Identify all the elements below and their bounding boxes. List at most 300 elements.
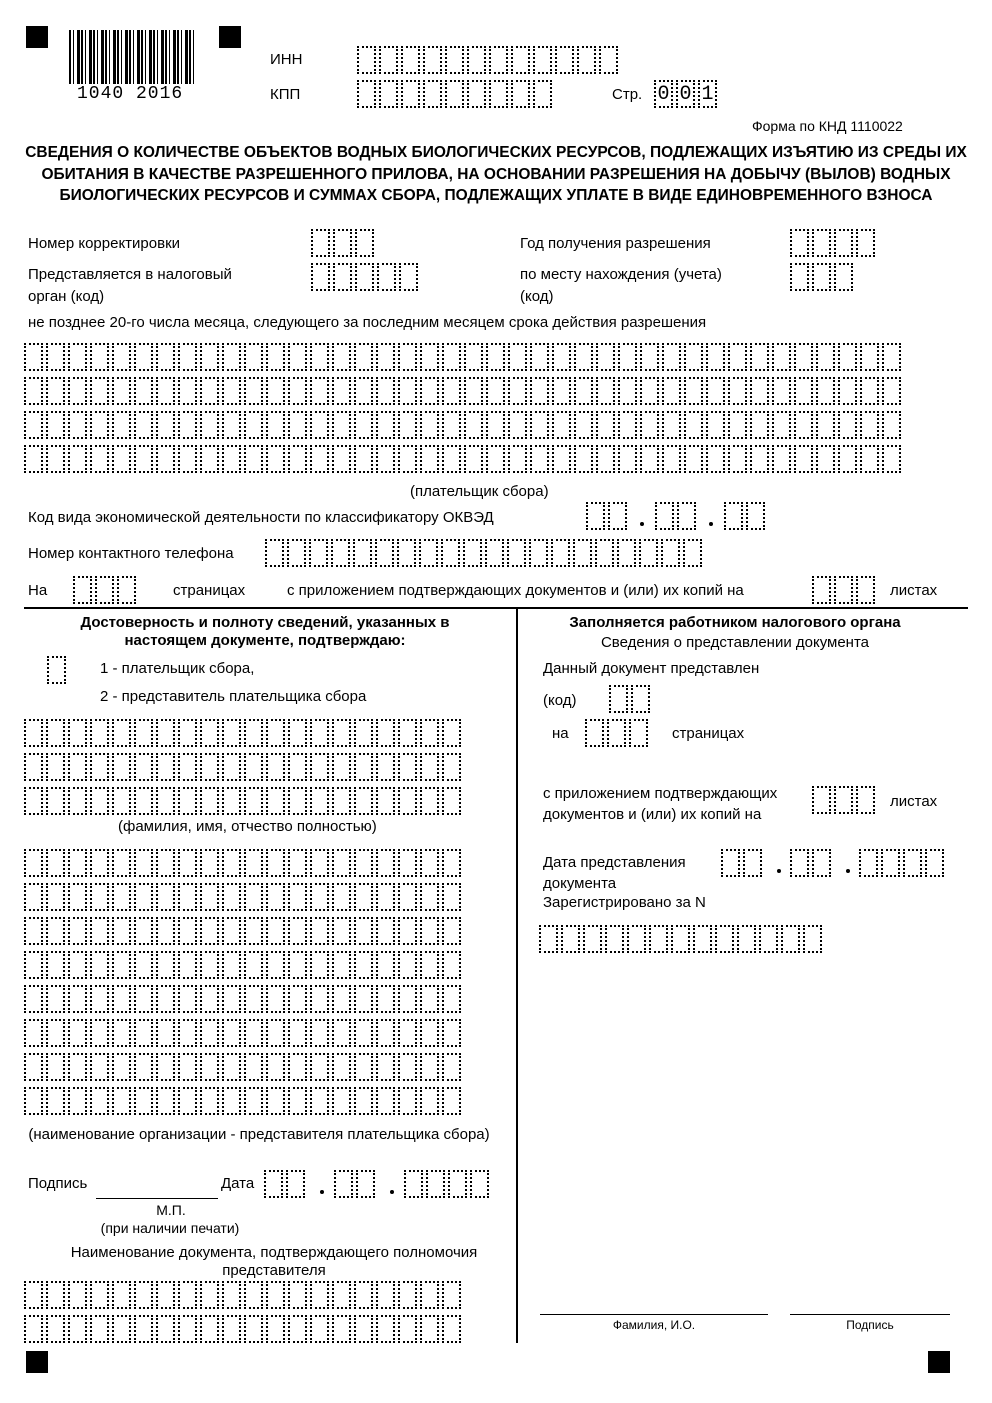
input-cell[interactable] [376,985,395,1013]
input-cell[interactable] [288,787,307,815]
input-cell[interactable] [310,883,329,911]
input-cell[interactable] [790,263,809,291]
input-cell[interactable] [178,343,197,371]
input-cell[interactable] [486,343,505,371]
input-cell[interactable] [24,445,43,473]
input-cell[interactable] [200,1053,219,1081]
input-cell[interactable] [398,1315,417,1343]
input-cell[interactable] [812,263,831,291]
input-cell[interactable] [112,787,131,815]
input-cell[interactable] [420,1315,439,1343]
input-cell[interactable] [834,786,853,814]
input-cell[interactable] [288,1315,307,1343]
input-cell[interactable] [333,229,352,257]
input-cell[interactable] [834,229,853,257]
input-cell[interactable] [24,1019,43,1047]
input-cell[interactable] [68,1053,87,1081]
input-cell[interactable] [794,411,813,439]
input-cell[interactable] [530,445,549,473]
input-cell[interactable] [178,377,197,405]
input-cell[interactable] [640,343,659,371]
input-cell[interactable] [728,377,747,405]
input-cell[interactable] [724,502,743,530]
input-cell[interactable] [244,1281,263,1309]
input-cell[interactable] [244,753,263,781]
input-cell[interactable] [486,445,505,473]
input-cell[interactable] [46,753,65,781]
input-cell[interactable] [772,411,791,439]
input-cell[interactable] [420,343,439,371]
signature-line[interactable] [96,1198,218,1199]
input-cell[interactable] [90,787,109,815]
input-cell[interactable] [266,849,285,877]
input-cell[interactable] [178,753,197,781]
input-cell[interactable] [533,80,552,108]
input-cell[interactable] [156,917,175,945]
input-cell[interactable] [200,719,219,747]
input-cell[interactable] [746,502,765,530]
input-cell[interactable] [68,985,87,1013]
input-cell[interactable] [266,377,285,405]
input-cell[interactable] [288,1087,307,1115]
input-cell[interactable] [609,685,628,713]
input-cell[interactable] [781,925,800,953]
input-cell[interactable] [467,46,486,74]
input-cell[interactable] [354,411,373,439]
input-cell[interactable] [112,411,131,439]
input-cell[interactable] [266,1087,285,1115]
input-cell[interactable] [90,343,109,371]
org-row[interactable] [24,985,461,1013]
payer-name-row[interactable] [24,445,901,473]
input-cell[interactable] [266,1281,285,1309]
input-cell[interactable] [354,1087,373,1115]
input-cell[interactable] [178,951,197,979]
input-cell[interactable] [442,787,461,815]
input-cell[interactable] [68,1019,87,1047]
input-cell[interactable] [728,445,747,473]
correction-field[interactable] [311,229,374,257]
input-cell[interactable] [288,1281,307,1309]
input-cell[interactable] [354,849,373,877]
input-cell[interactable] [420,1281,439,1309]
authority-doc-row[interactable] [24,1281,461,1309]
input-cell[interactable] [448,1170,467,1198]
input-cell[interactable] [266,753,285,781]
input-cell[interactable] [264,1170,283,1198]
input-cell[interactable] [354,1281,373,1309]
input-cell[interactable] [112,377,131,405]
input-cell[interactable] [200,1087,219,1115]
input-cell[interactable] [68,719,87,747]
input-cell[interactable] [24,411,43,439]
input-cell[interactable] [222,1019,241,1047]
okved-part-2[interactable] [655,502,696,530]
input-cell[interactable] [310,849,329,877]
input-cell[interactable] [420,719,439,747]
date-month-field[interactable] [334,1170,375,1198]
input-cell[interactable] [357,80,376,108]
input-cell[interactable] [398,1087,417,1115]
input-cell[interactable] [310,377,329,405]
input-cell[interactable] [46,883,65,911]
input-cell[interactable] [617,539,636,567]
input-cell[interactable] [401,46,420,74]
input-cell[interactable] [266,1053,285,1081]
input-cell[interactable] [399,263,418,291]
input-cell[interactable] [134,985,153,1013]
input-cell[interactable] [577,46,596,74]
input-cell[interactable] [46,985,65,1013]
input-cell[interactable] [721,849,740,877]
input-cell[interactable] [420,1019,439,1047]
input-cell[interactable] [442,1281,461,1309]
input-cell[interactable] [442,985,461,1013]
input-cell[interactable] [882,411,901,439]
input-cell[interactable] [355,263,374,291]
input-cell[interactable] [332,787,351,815]
input-cell[interactable] [376,917,395,945]
input-cell[interactable] [200,917,219,945]
input-cell[interactable] [112,1315,131,1343]
input-cell[interactable] [354,1315,373,1343]
input-cell[interactable] [860,445,879,473]
input-cell[interactable] [398,411,417,439]
input-cell[interactable] [856,786,875,814]
input-cell[interactable] [354,985,373,1013]
input-cell[interactable] [332,951,351,979]
input-cell[interactable] [178,917,197,945]
input-cell[interactable] [404,1170,423,1198]
input-cell[interactable] [376,1019,395,1047]
input-cell[interactable] [73,576,92,604]
input-cell[interactable] [794,343,813,371]
input-cell[interactable] [790,229,809,257]
input-cell[interactable] [46,1019,65,1047]
input-cell[interactable] [353,539,372,567]
input-cell[interactable] [266,883,285,911]
input-cell[interactable] [856,576,875,604]
input-cell[interactable] [112,343,131,371]
input-cell[interactable] [684,445,703,473]
input-cell[interactable] [310,753,329,781]
input-cell[interactable] [596,377,615,405]
input-cell[interactable] [596,445,615,473]
input-cell[interactable] [134,849,153,877]
input-cell[interactable] [90,883,109,911]
year-field[interactable] [790,229,875,257]
input-cell[interactable] [486,377,505,405]
input-cell[interactable] [288,985,307,1013]
input-cell[interactable] [467,80,486,108]
input-cell[interactable] [772,445,791,473]
input-cell[interactable] [286,1170,305,1198]
input-cell[interactable] [662,343,681,371]
input-cell[interactable] [244,719,263,747]
input-cell[interactable] [463,539,482,567]
input-cell[interactable] [539,925,558,953]
kpp-field[interactable] [357,80,552,108]
presentation-year-field[interactable] [859,849,944,877]
input-cell[interactable] [156,753,175,781]
input-cell[interactable] [46,377,65,405]
input-cell[interactable] [156,787,175,815]
input-cell[interactable] [574,411,593,439]
input-cell[interactable] [332,917,351,945]
input-cell[interactable] [332,377,351,405]
input-cell[interactable] [288,377,307,405]
input-cell[interactable] [640,377,659,405]
input-cell[interactable] [112,1053,131,1081]
input-cell[interactable] [356,1170,375,1198]
input-cell[interactable] [605,925,624,953]
input-cell[interactable] [607,719,626,747]
input-cell[interactable] [398,719,417,747]
input-cell[interactable] [200,445,219,473]
input-cell[interactable] [489,46,508,74]
input-cell[interactable] [24,985,43,1013]
input-cell[interactable] [178,883,197,911]
input-cell[interactable] [178,445,197,473]
input-cell[interactable] [288,1053,307,1081]
input-cell[interactable] [46,719,65,747]
input-cell[interactable] [310,1019,329,1047]
input-cell[interactable] [442,849,461,877]
input-cell[interactable] [244,1053,263,1081]
input-cell[interactable] [812,229,831,257]
input-cell[interactable] [376,1087,395,1115]
input-cell[interactable] [156,411,175,439]
input-cell[interactable] [288,951,307,979]
input-cell[interactable] [68,1315,87,1343]
input-cell[interactable] [68,1281,87,1309]
input-cell[interactable] [376,719,395,747]
input-cell[interactable] [68,411,87,439]
input-cell[interactable] [68,951,87,979]
input-cell[interactable] [310,1053,329,1081]
input-cell[interactable] [838,411,857,439]
input-cell[interactable] [266,343,285,371]
input-cell[interactable] [529,539,548,567]
payer-name-row[interactable] [24,377,901,405]
input-cell[interactable] [332,1019,351,1047]
input-cell[interactable] [442,917,461,945]
input-cell[interactable] [200,1315,219,1343]
input-cell[interactable] [442,951,461,979]
fio-row[interactable] [24,719,461,747]
input-cell[interactable] [117,576,136,604]
input-cell[interactable] [627,925,646,953]
input-cell[interactable] [134,951,153,979]
input-cell[interactable] [46,787,65,815]
input-cell[interactable] [90,1019,109,1047]
input-cell[interactable] [68,343,87,371]
input-cell[interactable] [376,377,395,405]
input-cell[interactable] [332,849,351,877]
input-cell[interactable] [24,377,43,405]
input-cell[interactable] [442,377,461,405]
attach-sheets-field[interactable] [812,576,875,604]
input-cell[interactable] [156,883,175,911]
input-cell[interactable] [244,445,263,473]
input-cell[interactable] [90,917,109,945]
input-cell[interactable] [68,445,87,473]
input-cell[interactable] [354,1019,373,1047]
input-cell[interactable] [288,849,307,877]
input-cell[interactable] [200,1281,219,1309]
input-cell[interactable] [90,753,109,781]
input-cell[interactable] [288,1019,307,1047]
date-year-field[interactable] [404,1170,489,1198]
input-cell[interactable] [24,719,43,747]
official-fio-line[interactable] [540,1314,768,1315]
input-cell[interactable] [310,719,329,747]
input-cell[interactable] [649,925,668,953]
input-cell[interactable] [354,377,373,405]
input-cell[interactable] [112,917,131,945]
input-cell[interactable] [420,1087,439,1115]
input-cell[interactable] [310,917,329,945]
input-cell[interactable] [354,445,373,473]
input-cell[interactable] [442,883,461,911]
input-cell[interactable] [860,411,879,439]
input-cell[interactable] [750,445,769,473]
input-cell[interactable] [812,786,831,814]
input-cell[interactable] [311,229,330,257]
input-cell[interactable] [222,411,241,439]
input-cell[interactable] [794,377,813,405]
input-cell[interactable] [46,343,65,371]
input-cell[interactable] [838,343,857,371]
input-cell[interactable] [398,1019,417,1047]
input-cell[interactable] [200,1019,219,1047]
payer-name-row[interactable] [24,343,901,371]
presented-pages-field[interactable] [585,719,648,747]
input-cell[interactable] [629,719,648,747]
input-cell[interactable] [24,753,43,781]
input-cell[interactable] [134,411,153,439]
input-cell[interactable] [332,445,351,473]
input-cell[interactable] [244,1019,263,1047]
input-cell[interactable] [706,411,725,439]
input-cell[interactable] [309,539,328,567]
input-cell[interactable] [156,1281,175,1309]
input-cell[interactable] [750,411,769,439]
input-cell[interactable] [156,445,175,473]
input-cell[interactable] [398,985,417,1013]
input-cell[interactable] [420,411,439,439]
input-cell[interactable] [222,753,241,781]
input-cell[interactable] [354,1053,373,1081]
input-cell[interactable] [661,539,680,567]
input-cell[interactable] [618,445,637,473]
input-cell[interactable] [677,502,696,530]
input-cell[interactable] [134,883,153,911]
input-cell[interactable] [46,917,65,945]
input-cell[interactable] [178,985,197,1013]
input-cell[interactable] [244,951,263,979]
input-cell[interactable] [24,1281,43,1309]
input-cell[interactable] [441,539,460,567]
input-cell[interactable] [420,377,439,405]
input-cell[interactable] [200,377,219,405]
input-cell[interactable] [112,719,131,747]
input-cell[interactable] [134,1315,153,1343]
input-cell[interactable] [310,343,329,371]
input-cell[interactable] [90,1087,109,1115]
input-cell[interactable] [134,1053,153,1081]
input-cell[interactable] [178,1019,197,1047]
input-cell[interactable] [812,576,831,604]
input-cell[interactable] [508,411,527,439]
input-cell[interactable] [95,576,114,604]
input-cell[interactable] [398,445,417,473]
input-cell[interactable] [222,377,241,405]
input-cell[interactable] [882,445,901,473]
input-cell[interactable] [354,787,373,815]
input-cell[interactable] [398,343,417,371]
input-cell[interactable] [90,1315,109,1343]
input-cell[interactable] [68,883,87,911]
input-cell[interactable] [508,377,527,405]
input-cell[interactable] [401,80,420,108]
input-cell[interactable] [743,849,762,877]
input-cell[interactable] [856,229,875,257]
input-cell[interactable] [332,753,351,781]
input-cell[interactable] [398,1053,417,1081]
input-cell[interactable] [156,1315,175,1343]
input-cell[interactable] [222,343,241,371]
input-cell[interactable] [470,1170,489,1198]
input-cell[interactable] [68,753,87,781]
input-cell[interactable] [134,917,153,945]
input-cell[interactable] [156,985,175,1013]
input-cell[interactable] [508,343,527,371]
input-cell[interactable] [442,1087,461,1115]
input-cell[interactable] [376,411,395,439]
input-cell[interactable] [420,883,439,911]
input-cell[interactable] [464,445,483,473]
input-cell[interactable] [595,539,614,567]
input-cell[interactable] [354,951,373,979]
org-row[interactable] [24,951,461,979]
date-day-field[interactable] [264,1170,305,1198]
input-cell[interactable] [134,445,153,473]
input-cell[interactable] [398,377,417,405]
input-cell[interactable] [834,576,853,604]
input-cell[interactable] [46,411,65,439]
input-cell[interactable] [816,445,835,473]
input-cell[interactable] [530,377,549,405]
input-cell[interactable] [618,377,637,405]
input-cell[interactable] [376,951,395,979]
input-cell[interactable] [24,343,43,371]
input-cell[interactable] [464,343,483,371]
input-cell[interactable] [684,411,703,439]
tax-office-field[interactable] [311,263,418,291]
input-cell[interactable] [46,849,65,877]
input-cell[interactable] [178,1315,197,1343]
input-cell[interactable] [24,1087,43,1115]
input-cell[interactable] [288,343,307,371]
phone-field[interactable] [265,539,702,567]
input-cell[interactable] [200,985,219,1013]
input-cell[interactable] [583,925,602,953]
input-cell[interactable] [377,263,396,291]
input-cell[interactable] [442,719,461,747]
input-cell[interactable] [68,849,87,877]
input-cell[interactable] [310,1281,329,1309]
